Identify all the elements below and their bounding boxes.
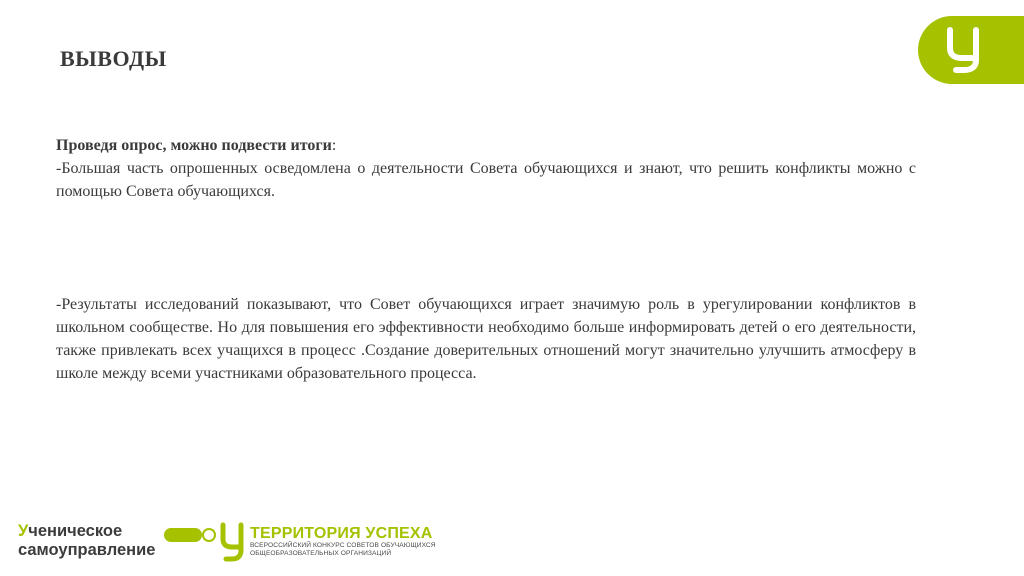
corner-logo	[918, 16, 1024, 84]
toggle-icon	[164, 528, 202, 542]
intro-line	[56, 134, 916, 157]
brand1-line1	[18, 522, 155, 541]
u-letter-logo-icon	[942, 26, 986, 74]
intro-colon: :	[331, 137, 337, 154]
slide-title: ВЫВОДЫ	[60, 46, 167, 71]
intro-bold-text: Проведя опрос, можно подвести итоги	[56, 137, 332, 154]
student-government-logo	[18, 522, 155, 560]
brand1-line1-rest: ченическое	[28, 522, 123, 540]
brand2-subtitle-2: ОБЩЕОБРАЗОВАТЕЛЬНЫХ ОРГАНИЗАЦИЙ	[250, 550, 392, 557]
territory-of-success-logo	[250, 526, 436, 558]
paragraph-1: -Большая часть опрошенных осведомлена о деятельности Совета обучающихся и знают, что решить конфликты можно с помощью Совета обучающихся.	[56, 160, 916, 200]
territory-u-logo-icon	[218, 522, 246, 562]
summary-block	[56, 134, 916, 203]
brand1-line2: самоуправление	[18, 541, 156, 559]
brand2-subtitle-1: ВСЕРОССИЙСКИЙ КОНКУРС СОВЕТОВ ОБУЧАЮЩИХСЯ	[250, 542, 436, 549]
paragraph-2: -Результаты исследований показывают, что Совет обучающихся играет значимую роль в урегулировании конфликтов в школьном сообществе. Но для повышения его эффективности необходимо больше информировать детей о его деятельности, также привлекать всех учащихся в процесс .Создание доверительных отношений могут значительно улучшить атмосферу в школе между всеми участниками образовательного процесса.	[56, 296, 916, 382]
brand1-u-letter: У	[18, 522, 29, 540]
conclusion-block	[56, 293, 916, 385]
footer-logos	[18, 522, 478, 566]
brand2-title: ТЕРРИТОРИЯ УСПЕХА	[250, 525, 433, 542]
